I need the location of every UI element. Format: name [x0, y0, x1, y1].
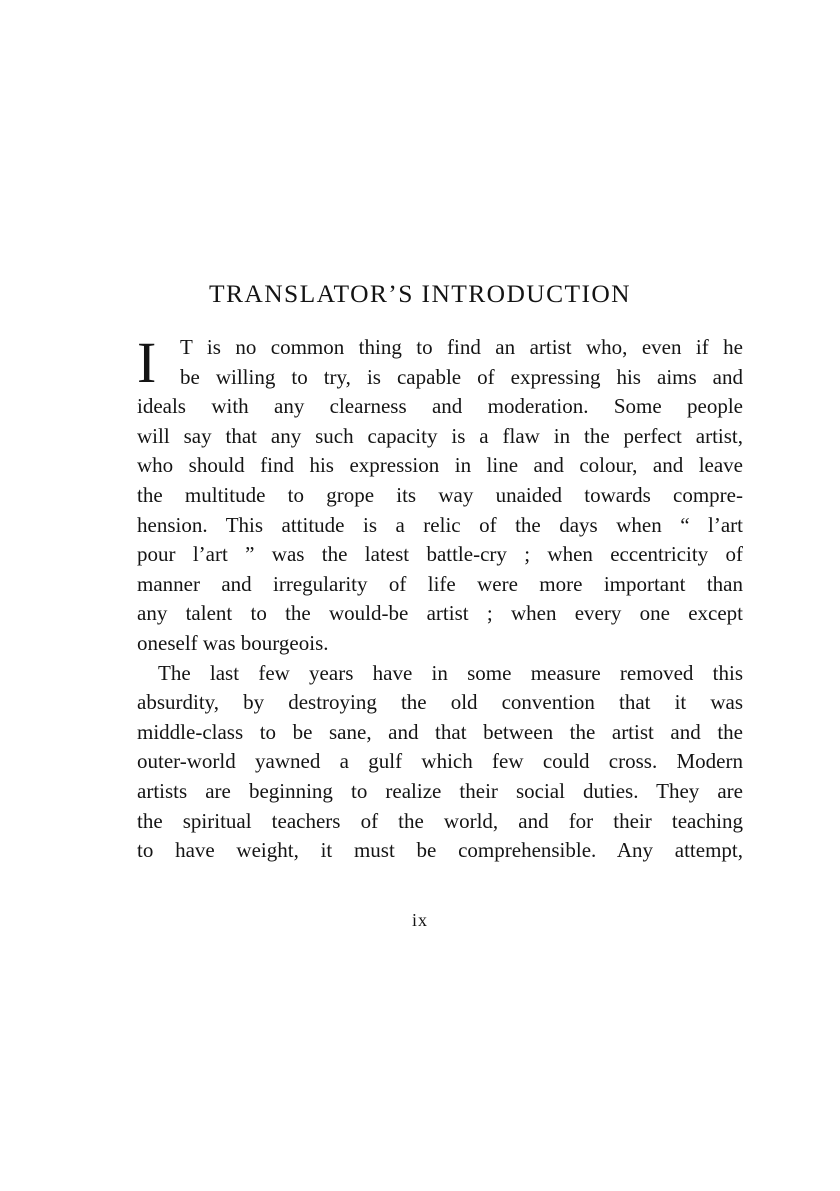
text-line: ideals with any clearness and moderation. Some people — [137, 394, 743, 419]
page-number: ix — [411, 910, 428, 930]
text-line: the spiritual teachers of the world, and for their teaching — [137, 808, 743, 833]
text-line: manner and irregularity of life were more important than — [137, 571, 743, 596]
text-line: be willing to try, is capable of expressing his aims and — [180, 364, 743, 389]
chapter-heading: TRANSLATOR’S INTRODUCTION — [209, 279, 631, 308]
text-line: outer-world yawned a gulf which few could cross. Modern — [137, 749, 743, 774]
text-line: absurdity, by destroying the old convention that it was — [137, 690, 743, 715]
text-line: oneself was bourgeois. — [137, 630, 329, 655]
text-line: the multitude to grope its way unaided towards compre- — [137, 482, 743, 507]
text-line: pour l’art ” was the latest battle-cry ; when eccentricity of — [137, 542, 743, 567]
paragraph-1 — [137, 330, 743, 659]
text-line: to have weight, it must be comprehensible. Any attempt, — [137, 838, 743, 863]
text-line: The last few years have in some measure removed this — [158, 660, 743, 685]
text-line: middle-class to be sane, and that between the artist and the — [137, 719, 743, 744]
body-text — [137, 330, 743, 866]
text-line: any talent to the would-be artist ; when every one except — [137, 601, 743, 626]
text-line: who should find his expression in line and colour, and leave — [137, 453, 743, 478]
text-line: will say that any such capacity is a flaw in the perfect artist, — [137, 423, 743, 448]
drop-cap: I — [137, 330, 157, 395]
text-line: T is no common thing to find an artist who, even if he — [180, 335, 743, 359]
text-line: hension. This attitude is a relic of the days when “ l’art — [137, 512, 743, 537]
paragraph-2 — [137, 659, 743, 866]
text-line: artists are beginning to realize their social duties. They are — [137, 778, 743, 803]
